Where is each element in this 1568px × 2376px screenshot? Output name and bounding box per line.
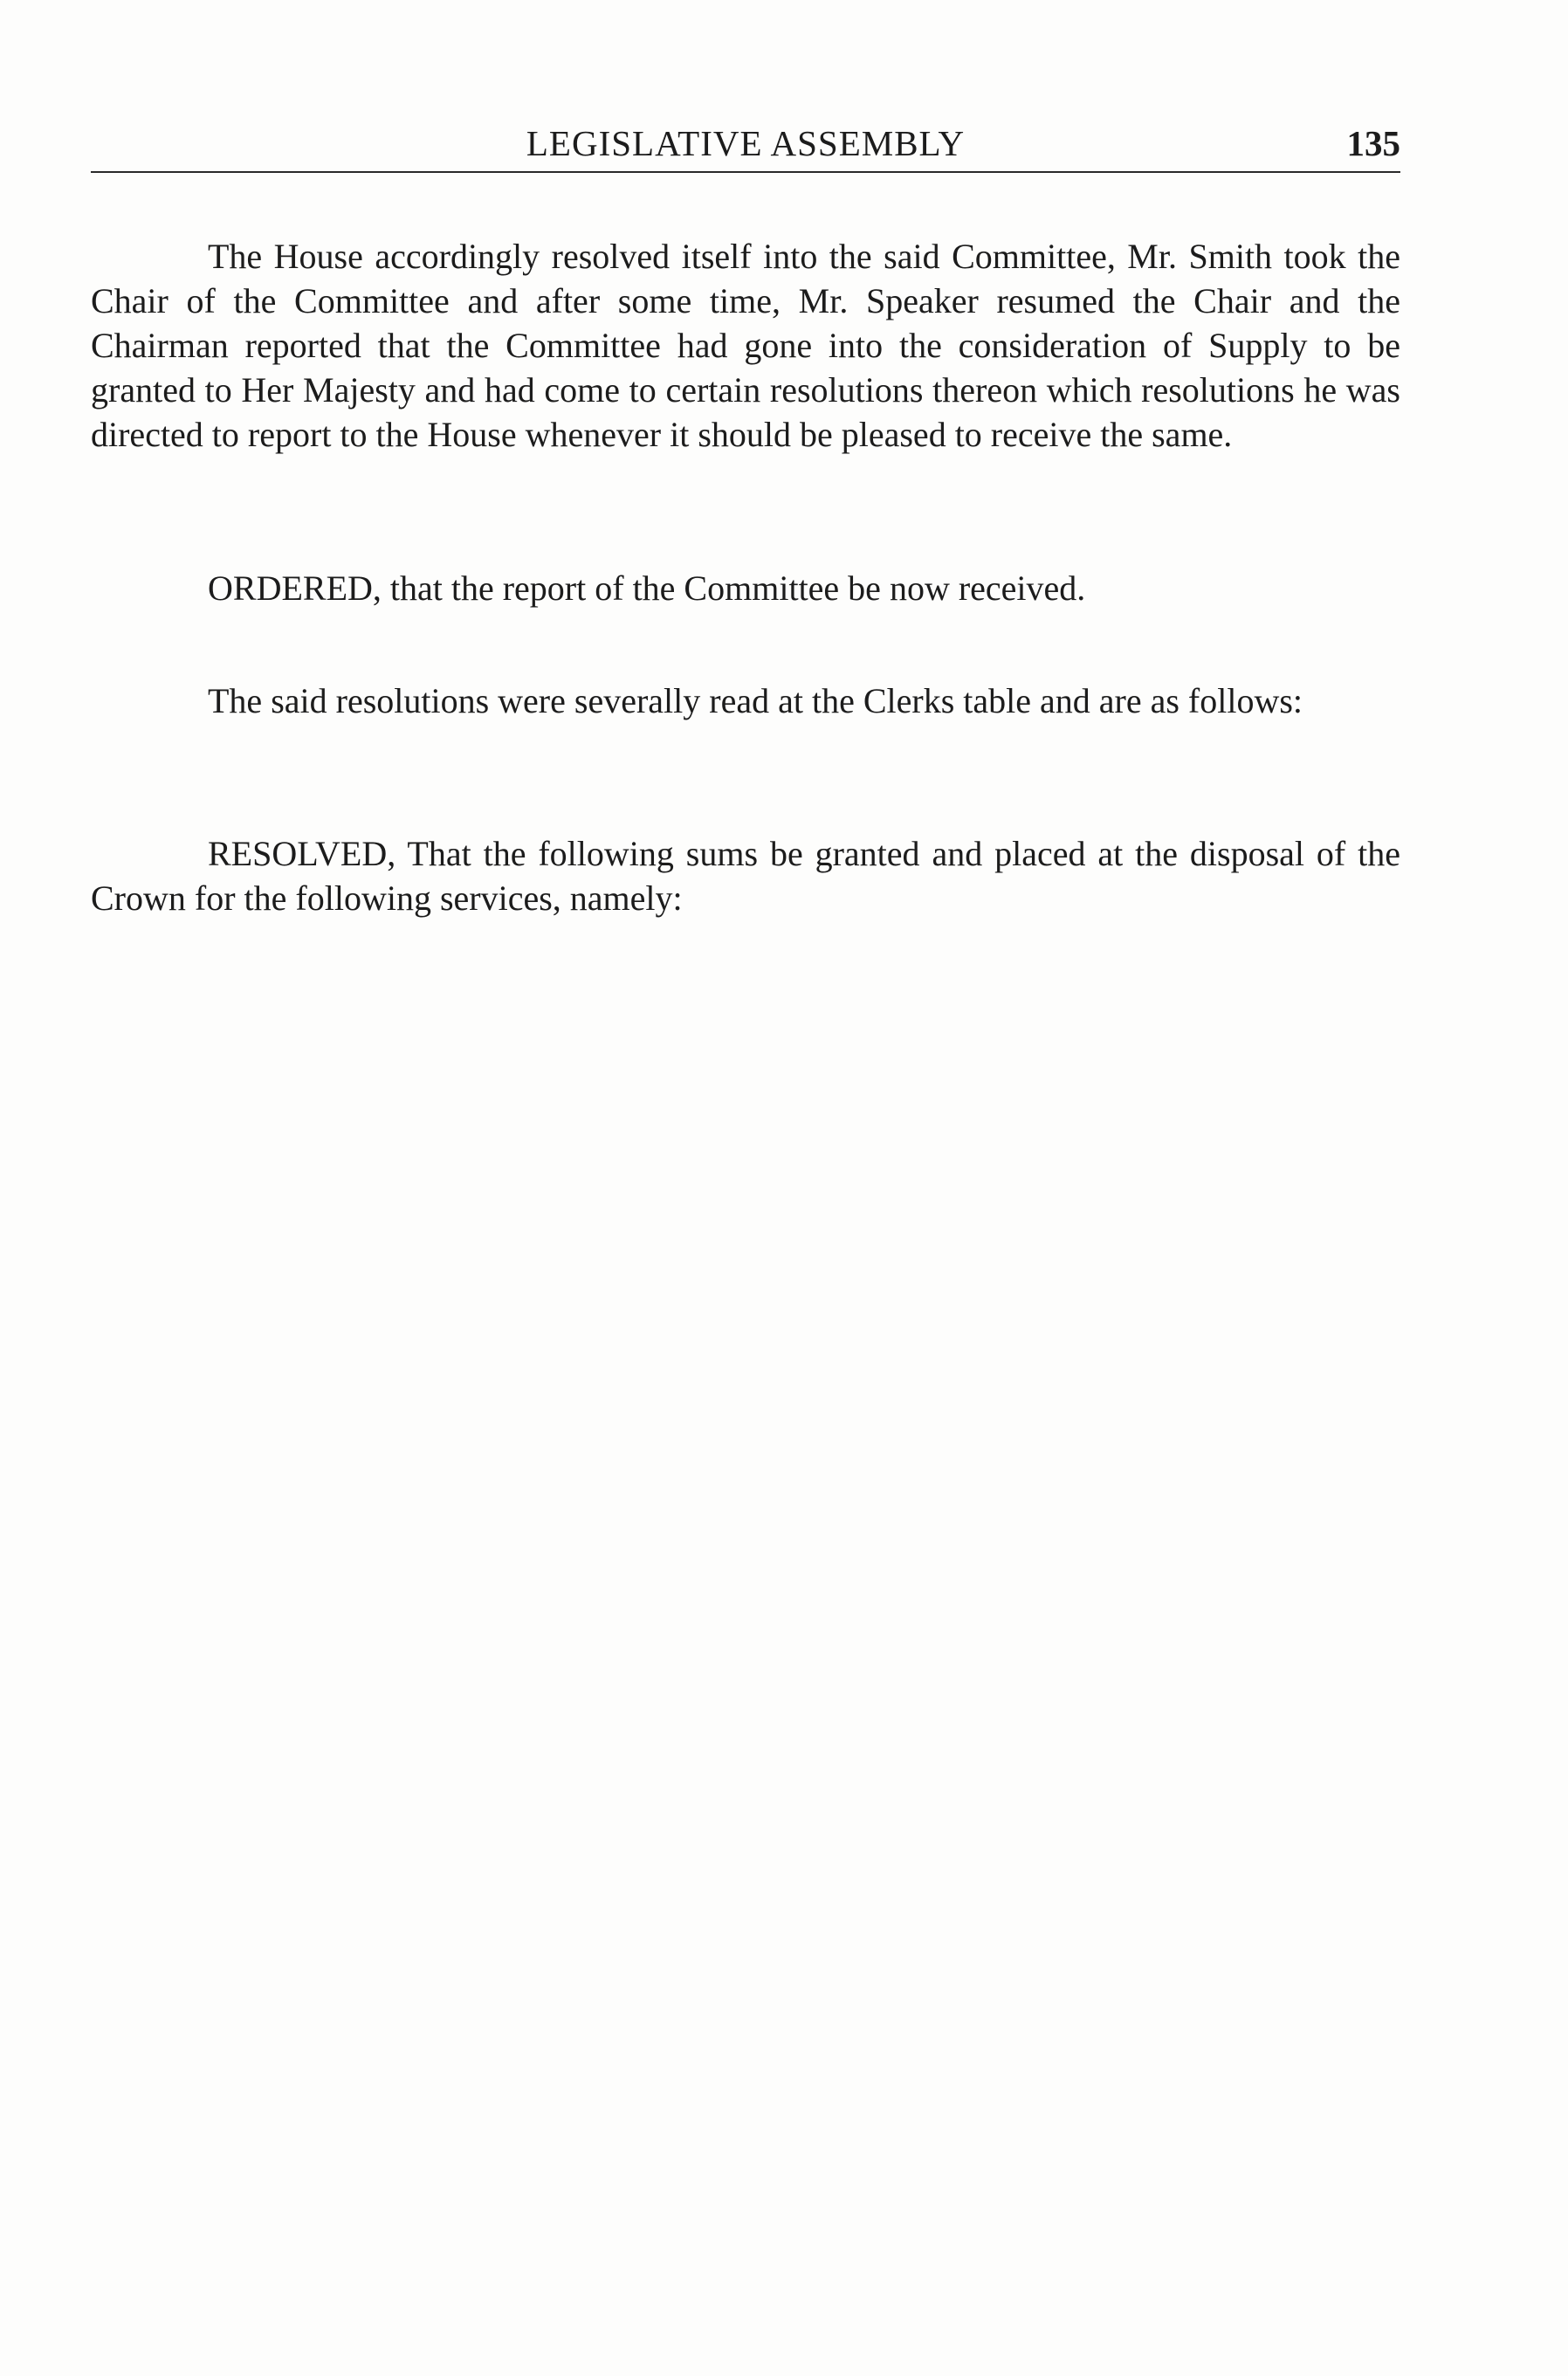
header-rule bbox=[91, 171, 1400, 173]
page-header bbox=[91, 119, 1400, 168]
paragraph-resolutions-read: The said resolutions were severally read at the Clerks table and are as follows: bbox=[208, 681, 1303, 720]
paragraph-committee-report: The House accordingly resolved itself into the said Committee, Mr. Smith took the Chair of the Committee and after some time, Mr. Speaker resumed the Chair and the Chairman reported that the Committee had gone into the consideration of Supply to be granted to Her Majesty and had come to certain resolutions thereon which resolutions he was directed to report to the House whenever it should be pleased to receive the same. bbox=[91, 237, 1400, 454]
page-number: 135 bbox=[1346, 123, 1400, 163]
paragraph-resolved: RESOLVED, That the following sums be granted and placed at the disposal of the Crown for the following services, namely: bbox=[91, 834, 1400, 918]
running-title: LEGISLATIVE ASSEMBLY bbox=[526, 123, 966, 163]
paragraph-ordered: ORDERED, that the report of the Committee be now received. bbox=[208, 568, 1086, 608]
